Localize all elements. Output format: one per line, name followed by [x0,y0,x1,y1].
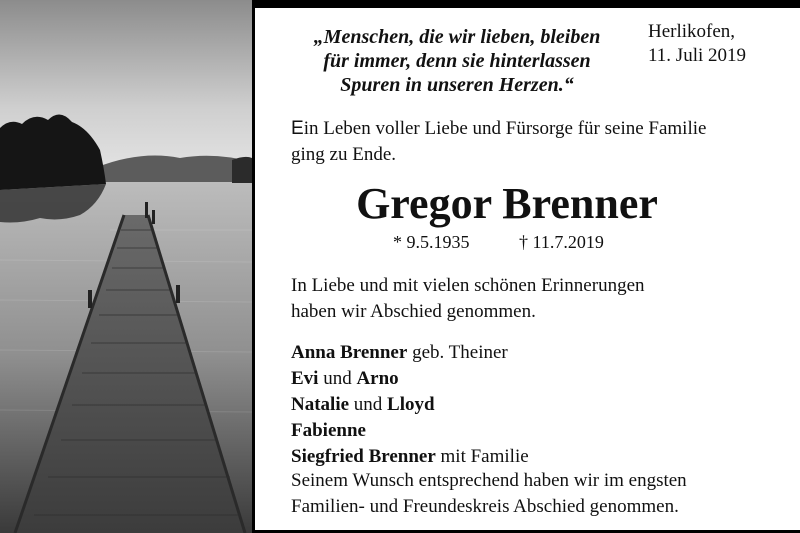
intro-line-2: ging zu Ende. [291,144,397,165]
family-member [291,444,529,470]
intro-line-1 [291,116,771,142]
family-name: Anna Brenner [291,342,408,363]
intro-initial: E [291,118,304,139]
closing-text [291,468,687,520]
lake-pier-photo [0,0,252,533]
family-name: Evi [291,368,319,389]
family-name: Fabienne [291,420,366,441]
closing-line: Familien- und Freundeskreis Abschied genommen. [291,496,679,517]
family-note: mit Familie [435,446,529,467]
family-note: geb. Theiner [407,342,508,363]
family-note: und [318,368,357,389]
family-name: Arno [356,368,399,389]
farewell-text [291,273,771,325]
family-member [291,418,529,444]
birth-date: * 9.5.1935 [393,232,470,252]
quote-line: Spuren in unseren Herzen.“ [340,74,574,96]
place: Herlikofen, [648,21,736,42]
intro-line-1-rest: in Leben voller Liebe und Fürsorge für seine Familie [303,118,707,139]
farewell-line: In Liebe und mit vielen schönen Erinnerungen [291,275,645,296]
family-list [291,340,529,470]
intro-text [291,116,771,168]
place-date [648,20,746,68]
death-date: † 11.7.2019 [519,232,604,252]
deceased-name: Gregor Brenner [356,179,658,228]
family-member [291,340,529,366]
family-name: Lloyd [387,394,435,415]
family-member [291,366,529,392]
family-note: und [349,394,388,415]
quote-line: für immer, denn sie hinterlassen [323,50,591,72]
date: 11. Juli 2019 [648,45,746,66]
closing-line: Seinem Wunsch entsprechend haben wir im engsten [291,470,687,491]
family-member [291,392,529,418]
memorial-quote [302,25,612,97]
quote-line: „Menschen, die wir lieben, bleiben [313,26,601,48]
family-name: Natalie [291,394,350,415]
farewell-line: haben wir Abschied genommen. [291,301,536,322]
family-name: Siegfried Brenner [291,446,436,467]
